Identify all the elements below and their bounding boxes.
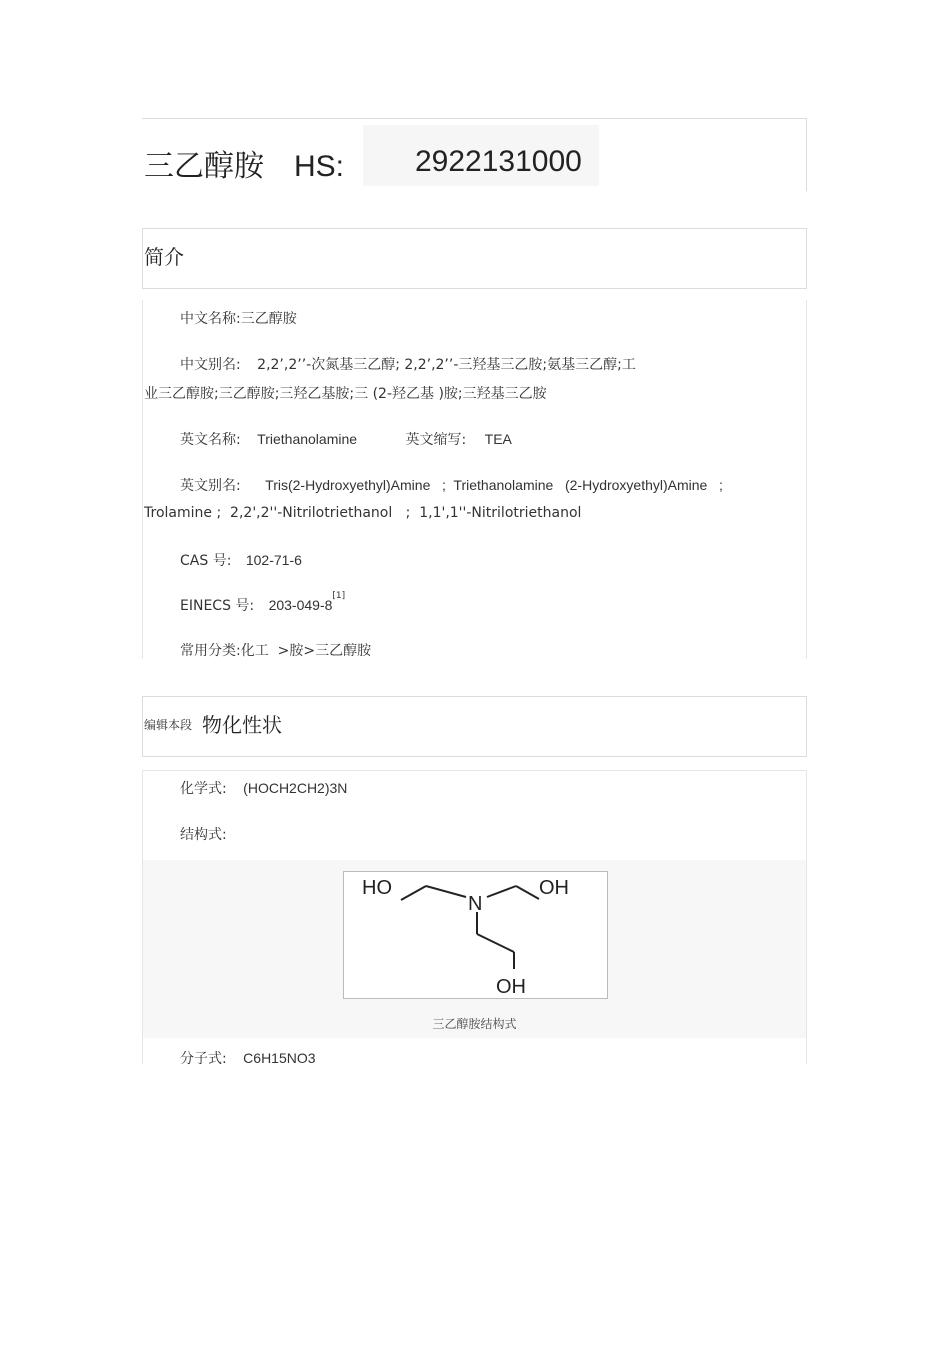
struct-oh-left: HO [362, 877, 392, 899]
en-alias-line1 [180, 475, 723, 495]
cn-alias-line2: 业三乙醇胺;三乙醇胺;三羟乙基胺;三 (2-羟乙基 )胺;三羟基三乙胺 [144, 386, 547, 402]
intro-heading-box [142, 228, 807, 289]
structure-image [343, 871, 608, 999]
cn-alias-line1 [180, 354, 636, 374]
hs-code: 2922131000 [415, 145, 582, 178]
formula-label: 化学式: [180, 781, 227, 797]
category-line [180, 640, 371, 660]
props-heading-box [142, 696, 807, 757]
category-value[interactable]: 化工 >胺>三乙醇胺 [240, 643, 372, 659]
einecs-value: 203-049-8 [268, 597, 333, 613]
structure-figure [143, 860, 806, 1038]
einecs-line [180, 591, 346, 615]
category-label: 常用分类: [180, 643, 241, 659]
edit-section-link[interactable]: 编辑本段 [144, 718, 193, 732]
props-heading: 物化性状 [202, 713, 282, 737]
cas-label: CAS 号: [180, 553, 232, 569]
cn-alias-label: 中文别名: [180, 357, 241, 373]
cn-name-value: 三乙醇胺 [240, 311, 297, 327]
en-name-line [180, 429, 512, 449]
intro-heading: 简介 [144, 245, 184, 269]
en-alias-label: 英文别名: [180, 478, 241, 494]
struct-oh-bottom: OH [496, 976, 526, 998]
struct-n: N [468, 893, 483, 915]
formula-value: (HOCH2CH2)3N [243, 780, 348, 796]
en-alias-value-1: Tris(2-Hydroxyethyl)Amine ; Triethanolamine (2-Hydroxyethyl)Amine ; [265, 477, 723, 493]
en-abbr-value: TEA [484, 431, 512, 447]
en-abbr-label: 英文缩写: [405, 432, 467, 448]
title-name: 三乙醇胺 [144, 149, 264, 184]
intro-content [142, 300, 807, 659]
formula-line [180, 778, 347, 798]
cn-name-line [180, 308, 297, 328]
structure-label: 结构式: [180, 827, 227, 843]
title-box [142, 118, 807, 191]
en-alias-line2: Trolamine ; 2,2',2''-Nitrilotriethanol ; 1,1',1''-Nitrilotriethanol [144, 505, 582, 521]
cas-line [180, 550, 302, 570]
en-name-value: Triethanolamine [257, 431, 358, 447]
structure-svg [344, 872, 607, 998]
page-title [144, 141, 344, 185]
cas-value: 102-71-6 [245, 552, 302, 568]
mol-formula-label: 分子式: [180, 1051, 227, 1067]
mol-formula-value: C6H15NO3 [243, 1050, 316, 1066]
mol-formula-line [180, 1048, 316, 1068]
einecs-ref-link[interactable]: [1] [332, 591, 346, 601]
en-name-label: 英文名称: [180, 432, 241, 448]
props-content [142, 770, 807, 1067]
structure-caption: 三乙醇胺结构式 [432, 1017, 517, 1031]
struct-oh-right: OH [539, 877, 569, 899]
hs-label: HS: [294, 150, 345, 183]
cn-alias-value-1: 2,2’,2’’-次氮基三乙醇; 2,2’,2’’-三羟基三乙胺;氨基三乙醇;工 [257, 357, 636, 373]
cn-name-label: 中文名称: [180, 311, 241, 327]
einecs-label: EINECS 号: [180, 598, 255, 614]
